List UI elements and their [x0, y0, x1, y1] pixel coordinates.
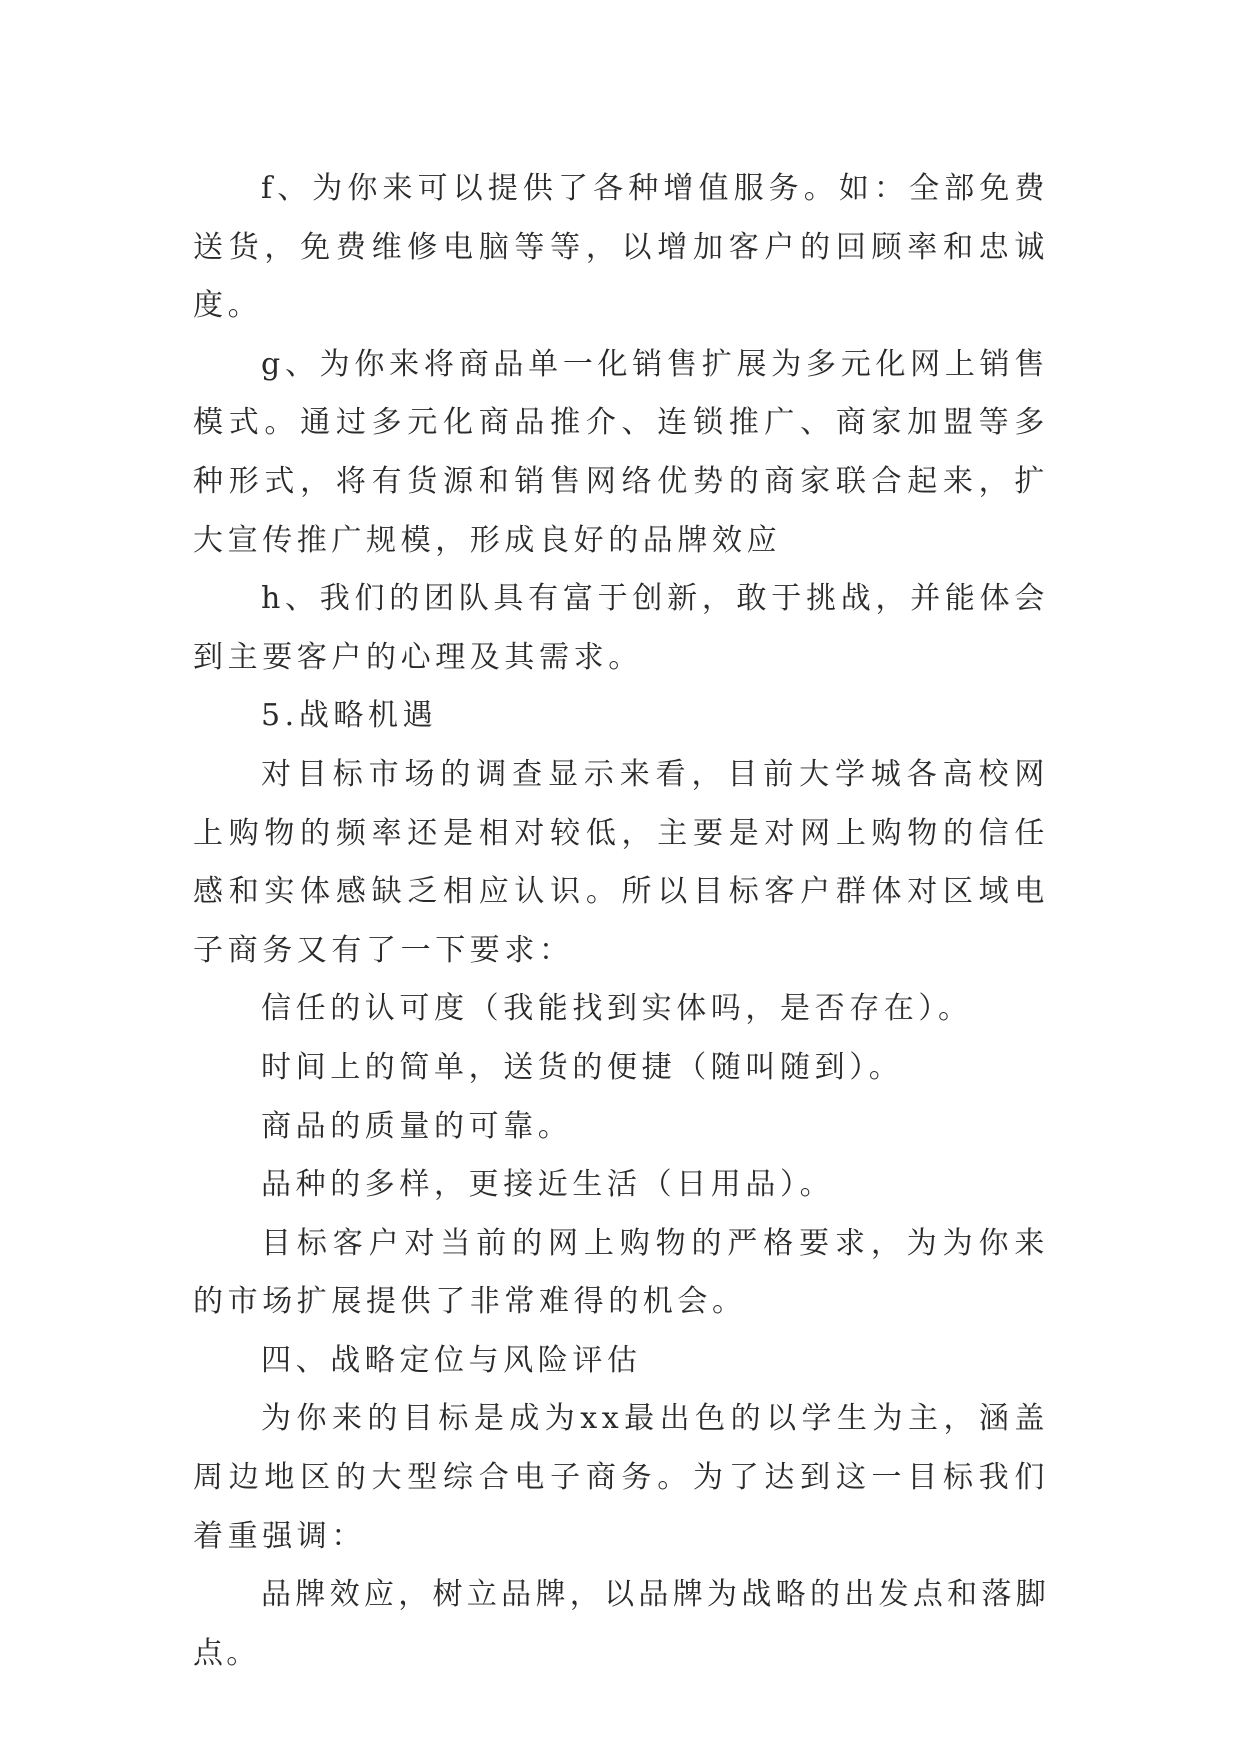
list-item-trust: 信任的认可度（我能找到实体吗，是否存在）。 — [261, 991, 973, 1027]
section-heading-positioning-risk: 四、战略定位与风险评估 — [261, 1342, 642, 1378]
paragraph-value-added-services: f、为你来可以提供了各种增值服务。如：全部免费送货，免费维修电脑等等，以增加客户的回顾率和忠诚度。 — [193, 171, 1049, 324]
paragraph-diversified-sales: g、为你来将商品单一化销售扩展为多元化网上销售模式。通过多元化商品推介、连锁推广、商家加盟等多种形式，将有货源和销售网络优势的商家联合起来，扩大宣传推广规模，形成良好的品牌效应 — [193, 346, 1049, 558]
paragraph-brand-effect: 品牌效应，树立品牌，以品牌为战略的出发点和落脚点。 — [193, 1577, 1049, 1671]
list-item-delivery: 时间上的简单，送货的便捷（随叫随到）。 — [261, 1049, 904, 1085]
paragraph-team-innovation: h、我们的团队具有富于创新，敢于挑战，并能体会到主要客户的心理及其需求。 — [193, 581, 1049, 675]
document-page — [193, 160, 1049, 1683]
paragraph-market-survey: 对目标市场的调查显示来看，目前大学城各高校网上购物的频率还是相对较低，主要是对网上购物的信任感和实体感缺乏相应认识。所以目标客户群体对区域电子商务又有了一下要求： — [193, 756, 1049, 968]
paragraph-goal: 为你来的目标是成为xx最出色的以学生为主，涵盖周边地区的大型综合电子商务。为了达到这一目标我们着重强调： — [193, 1401, 1049, 1554]
section-heading-strategic-opportunity: 5.战略机遇 — [261, 698, 438, 734]
paragraph-market-expansion: 目标客户对当前的网上购物的严格要求，为为你来的市场扩展提供了非常难得的机会。 — [193, 1225, 1049, 1320]
list-item-quality: 商品的质量的可靠。 — [261, 1108, 573, 1144]
list-item-variety: 品种的多样，更接近生活（日用品）。 — [261, 1167, 835, 1203]
